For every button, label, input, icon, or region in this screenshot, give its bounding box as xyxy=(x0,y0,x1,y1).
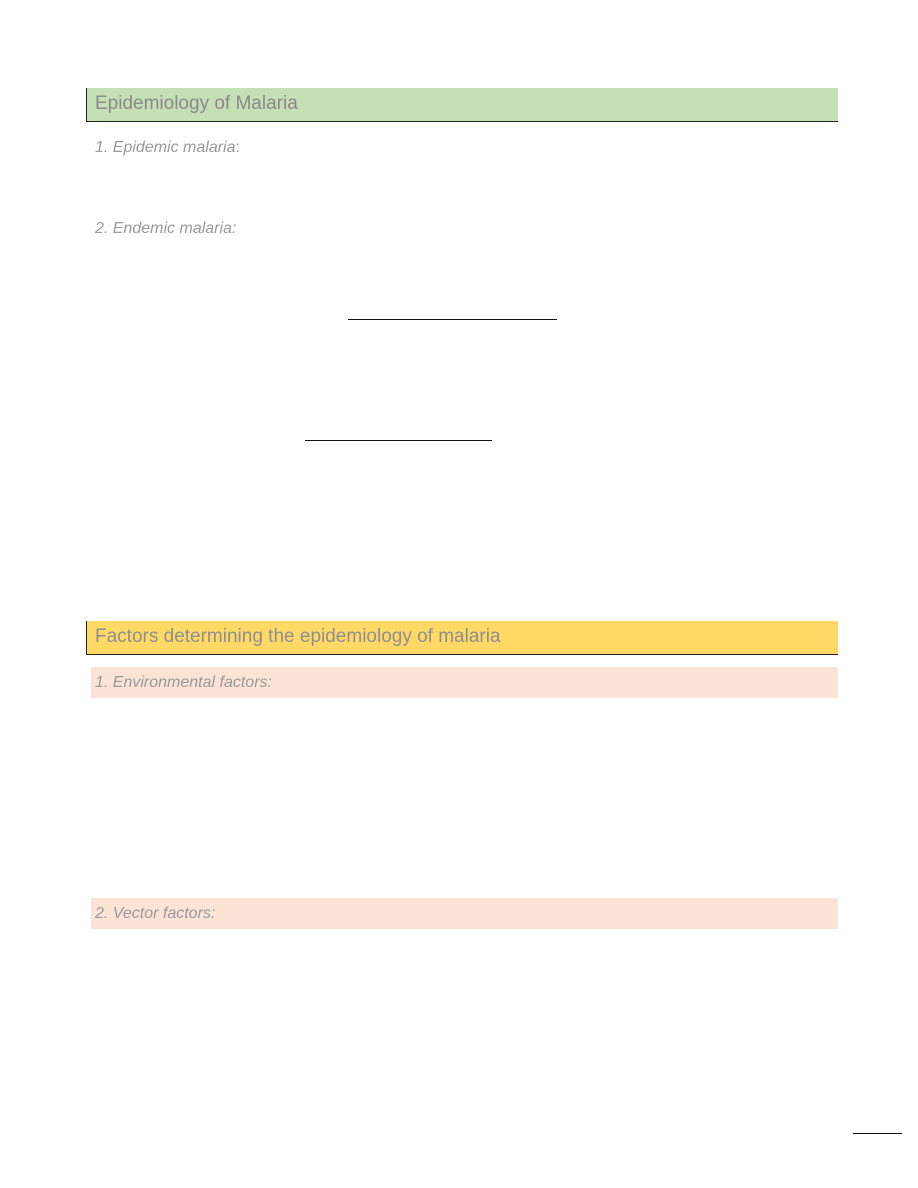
subheading-epidemic-label: 1. Epidemic malaria xyxy=(95,139,236,156)
subheading-endemic-malaria: 2. Endemic malaria: xyxy=(95,220,237,237)
subsection-band-environmental-factors: 1. Environmental factors: xyxy=(91,667,838,698)
subsection-band-vector-factors: 2. Vector factors: xyxy=(91,898,838,929)
subheading-epidemic-malaria xyxy=(95,139,240,157)
underline-rule-2 xyxy=(305,440,492,441)
subheading-epidemic-colon: : xyxy=(235,139,240,156)
underline-rule-1 xyxy=(348,319,557,320)
footer-rule xyxy=(853,1133,902,1134)
section-title-epidemiology: Epidemiology of Malaria xyxy=(86,88,838,122)
section-title-factors: Factors determining the epidemiology of malaria xyxy=(86,621,838,655)
